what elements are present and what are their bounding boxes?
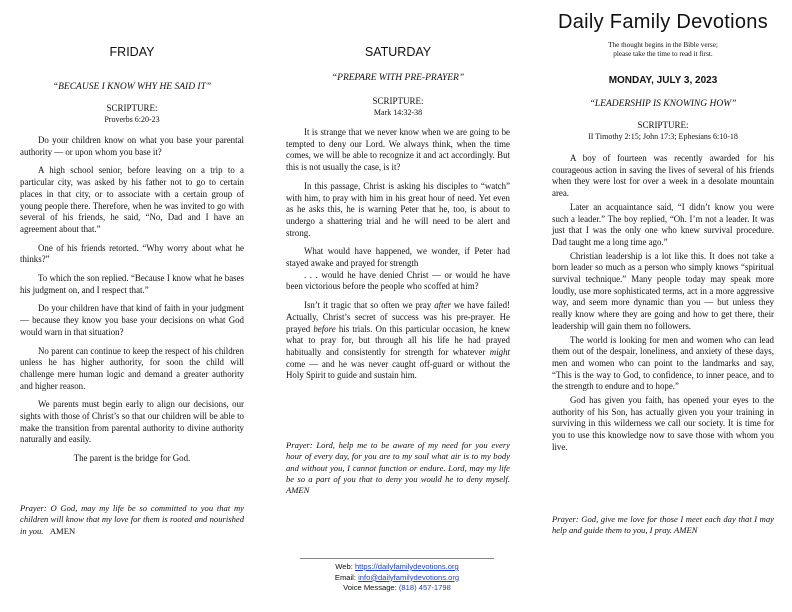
paragraph: Do your children know on what you base your parental authority — or upon whom you base it? [20,135,244,157]
paragraph: In this passage, Christ is asking his disciples to “watch” with him, to pray with him in his great hour of need. Yet even as he asks this, he is warning Peter that he, too, is about to undergo a shattering trial and he will need to be alert and strong. [286,180,510,238]
email-line: Email: info@dailyfamilydevotions.org [334,572,460,582]
email-link[interactable]: info@dailyfamilydevotions.org [358,572,460,582]
scripture-label: SCRIPTURE: [106,103,158,113]
devotion-theme: “LEADERSHIP IS KNOWING HOW” [589,99,737,109]
web-line: Web: https://dailyfamilydevotions.org [335,562,459,571]
voice-line: Voice Message: (818) 457-1798 [343,583,451,592]
publication-title: Daily Family Devotions [558,11,768,33]
scripture-block [552,120,774,142]
scripture-block [286,96,510,118]
paragraph: It is strange that we never know when we are going to be tempted to deny our Lord. We always think, when the time comes, we will be able to recognize it and act accordingly. But this is not usually the case, is it? [286,127,510,173]
paragraph: God has given you faith, has opened your eyes to the authority of his Son, has actually given you your training in surviving in this wilderness we call our society. It is time for you to use this knowledge now to save those with whom you live. [552,395,774,452]
phone-number[interactable]: (818) 457-1798 [398,583,451,592]
scripture-reference: Proverbs 6:20-23 [104,115,160,124]
paragraph: Later an acquaintance said, “I didn’t know you were such a leader.” The boy replied, “Oh. I’m not a leader. It was just that I was the only one who knew survival procedure. Dad taught me a long time ago.” [552,201,774,247]
paragraph: . . . would he have denied Christ — or would he have been victorious before the people who scoffed at him? [286,269,510,292]
devotion-body [286,127,510,389]
paragraph: A boy of fourteen was recently awarded for his courageous action in saving the lives of several of his friends when they were lost for over a week in a desolate mountain area. [552,153,774,199]
paragraph: What would have happened, we wonder, if Peter had stayed awake and prayed for strength [286,246,510,269]
prayer-text: Prayer: O God, may my life be so committed to you that my children will know that my love for them is rooted and nourished in you. [20,503,244,536]
paragraph: One of his friends retorted. “Why worry about what he thinks?” [20,242,244,265]
scripture-label: SCRIPTURE: [637,120,689,130]
devotion-body [20,135,244,472]
scripture-label: SCRIPTURE: [372,96,424,106]
paragraph: Christian leadership is a lot like this. It does not take a born leader so much as a person who simply knows “spiritual survival technique.” Many people today may speak more loudly, use more sophisticated terms, act in a more aggressive way, and seem more dynamic than you — but unless they really know where they are going and how to get there, their leadership will gain them no followers. [552,250,774,331]
paragraph: To which the son replied. “Because I know what he bases his judgment on, and I respect that.” [20,273,244,295]
contact-footer [300,558,494,594]
paragraph: No parent can continue to keep the respect of his children unless he has higher authority, for soon the child will challenge mere human logic and demand a greater authority and higher reason. [20,345,244,391]
scripture-reference: Mark 14:32-38 [373,108,423,117]
paragraph: A high school senior, before leaving on a trip to a particular city, was asked by his father not to go to certain places in that city, or to associate with a certain group of young people there. Therefore, when he was invited to go with several of his friends, he said, “No, Dad and I have an agreement about that.” [20,165,244,234]
devotion-date: MONDAY, JULY 3, 2023 [608,75,718,86]
website-link[interactable]: https://dailyfamilydevotions.org [354,562,459,571]
reading-note: The thought begins in the Bible verse; please take the time to read it first. [608,41,718,58]
amen: AMEN [49,525,76,536]
closing-line: The parent is the bridge for God. [73,453,191,464]
paragraph: The world is looking for men and women who can lead them out of the despair, loneliness, and anxiety of these days, men and women who can point to the landmarks and say, “This is the way to God, to confidence, to inner peace, and to the strength to endure and to hope.” [552,334,774,392]
paragraph: Isn’t it tragic that so often we pray after we have failed! Actually, Christ’s secret of success was his pre-prayer. He prayed before his trials. On this particular occasion, he knew what to pray for, but through all his life he had prayed habitually and consistently for strength for whatever might come — and he was never caught off-guard or without the Holy Spirit to guide and sustain him. [286,300,511,381]
devotion-theme: “BECAUSE I KNOW WHY HE SAID IT” [52,82,212,92]
day-heading: SATURDAY [364,45,432,59]
paragraph: Do your children have that kind of faith in your judgment — because they know you base your decisions on what God would warn in that situation? [20,303,244,337]
scripture-reference: II Timothy 2:15; John 17:3; Ephesians 6:10-18 [588,132,738,141]
devotion-theme: “PREPARE WITH PRE-PRAYER” [331,73,465,83]
scripture-block [20,103,244,125]
prayer [20,503,244,537]
day-heading: FRIDAY [109,45,155,59]
prayer: Prayer: God, give me love for those I meet each day that I may help and guide them to you, I pray. AMEN [552,514,774,536]
prayer: Prayer: Lord, help me to be aware of my need for you every hour of every day, for you are to my soul what air is to my body and without you, I cannot function or endure. Lord, may my life be so a part of you that to deny you would he to deny myself. AMEN [286,440,510,496]
paragraph: We parents must begin early to align our decisions, our sights with those of Christ’s so that our children will be able to make the transition from parental authority to divine authority naturally and easily. [20,399,244,445]
devotion-body [552,153,774,461]
